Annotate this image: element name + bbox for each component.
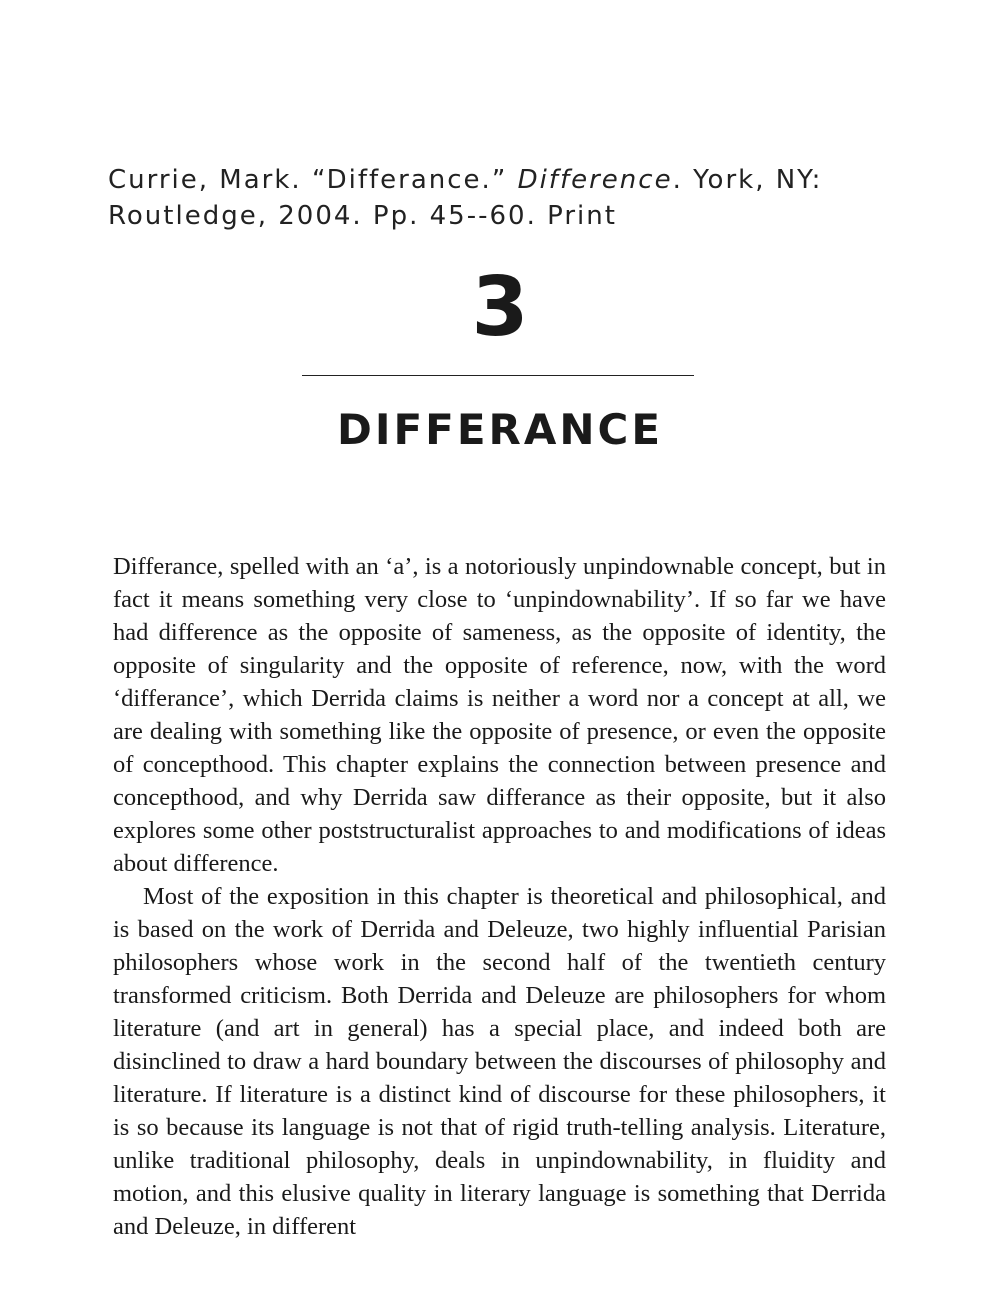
- paragraph: Most of the exposition in this chapter is theoretical and philosophical, and is based on the work of Derrida and Deleuze, two highly influential Parisian philosophers whose work in the second half of the twentieth century transformed criticism. Both Derrida and Deleuze are philosophers for whom literature (and art in general) has a special place, and indeed both are disinclined to draw a hard boundary between the discourses of philosophy and literature. If literature is a distinct kind of discourse for these philosophers, it is so because its language is not that of rigid truth-telling analysis. Literature, unlike traditional philosophy, deals in unpindownability, in fluidity and motion, and this elusive quality in literary language is something that Derrida and Deleuze, in different: [113, 883, 886, 1240]
- chapter-title: DIFFERANCE: [336, 405, 664, 454]
- citation: [108, 162, 908, 234]
- citation-prefix: Currie, Mark. “Differance.”: [108, 165, 518, 195]
- chapter-divider: [302, 375, 694, 376]
- chapter-number: 3: [471, 260, 529, 355]
- body-text: [113, 550, 886, 1243]
- citation-suffix: . York, NY: Routledge, 2004. Pp. 45--60. Print: [108, 165, 823, 231]
- paragraph: Differance, spelled with an ‘a’, is a notoriously unpindownable concept, but in fact it means something very close to ‘unpindownability’. If so far we have had difference as the opposite of sameness, as the opposite of identity, the opposite of singularity and the opposite of reference, now, with the word ‘differance’, which Derrida claims is neither a word nor a concept at all, we are dealing with something like the opposite of presence, or even the opposite of concepthood. This chapter explains the connection between presence and concepthood, and why Derrida saw differance as their opposite, but it also explores some other poststructuralist approaches to and modifications of ideas about difference.: [113, 553, 886, 877]
- citation-book-title: Difference: [517, 165, 673, 195]
